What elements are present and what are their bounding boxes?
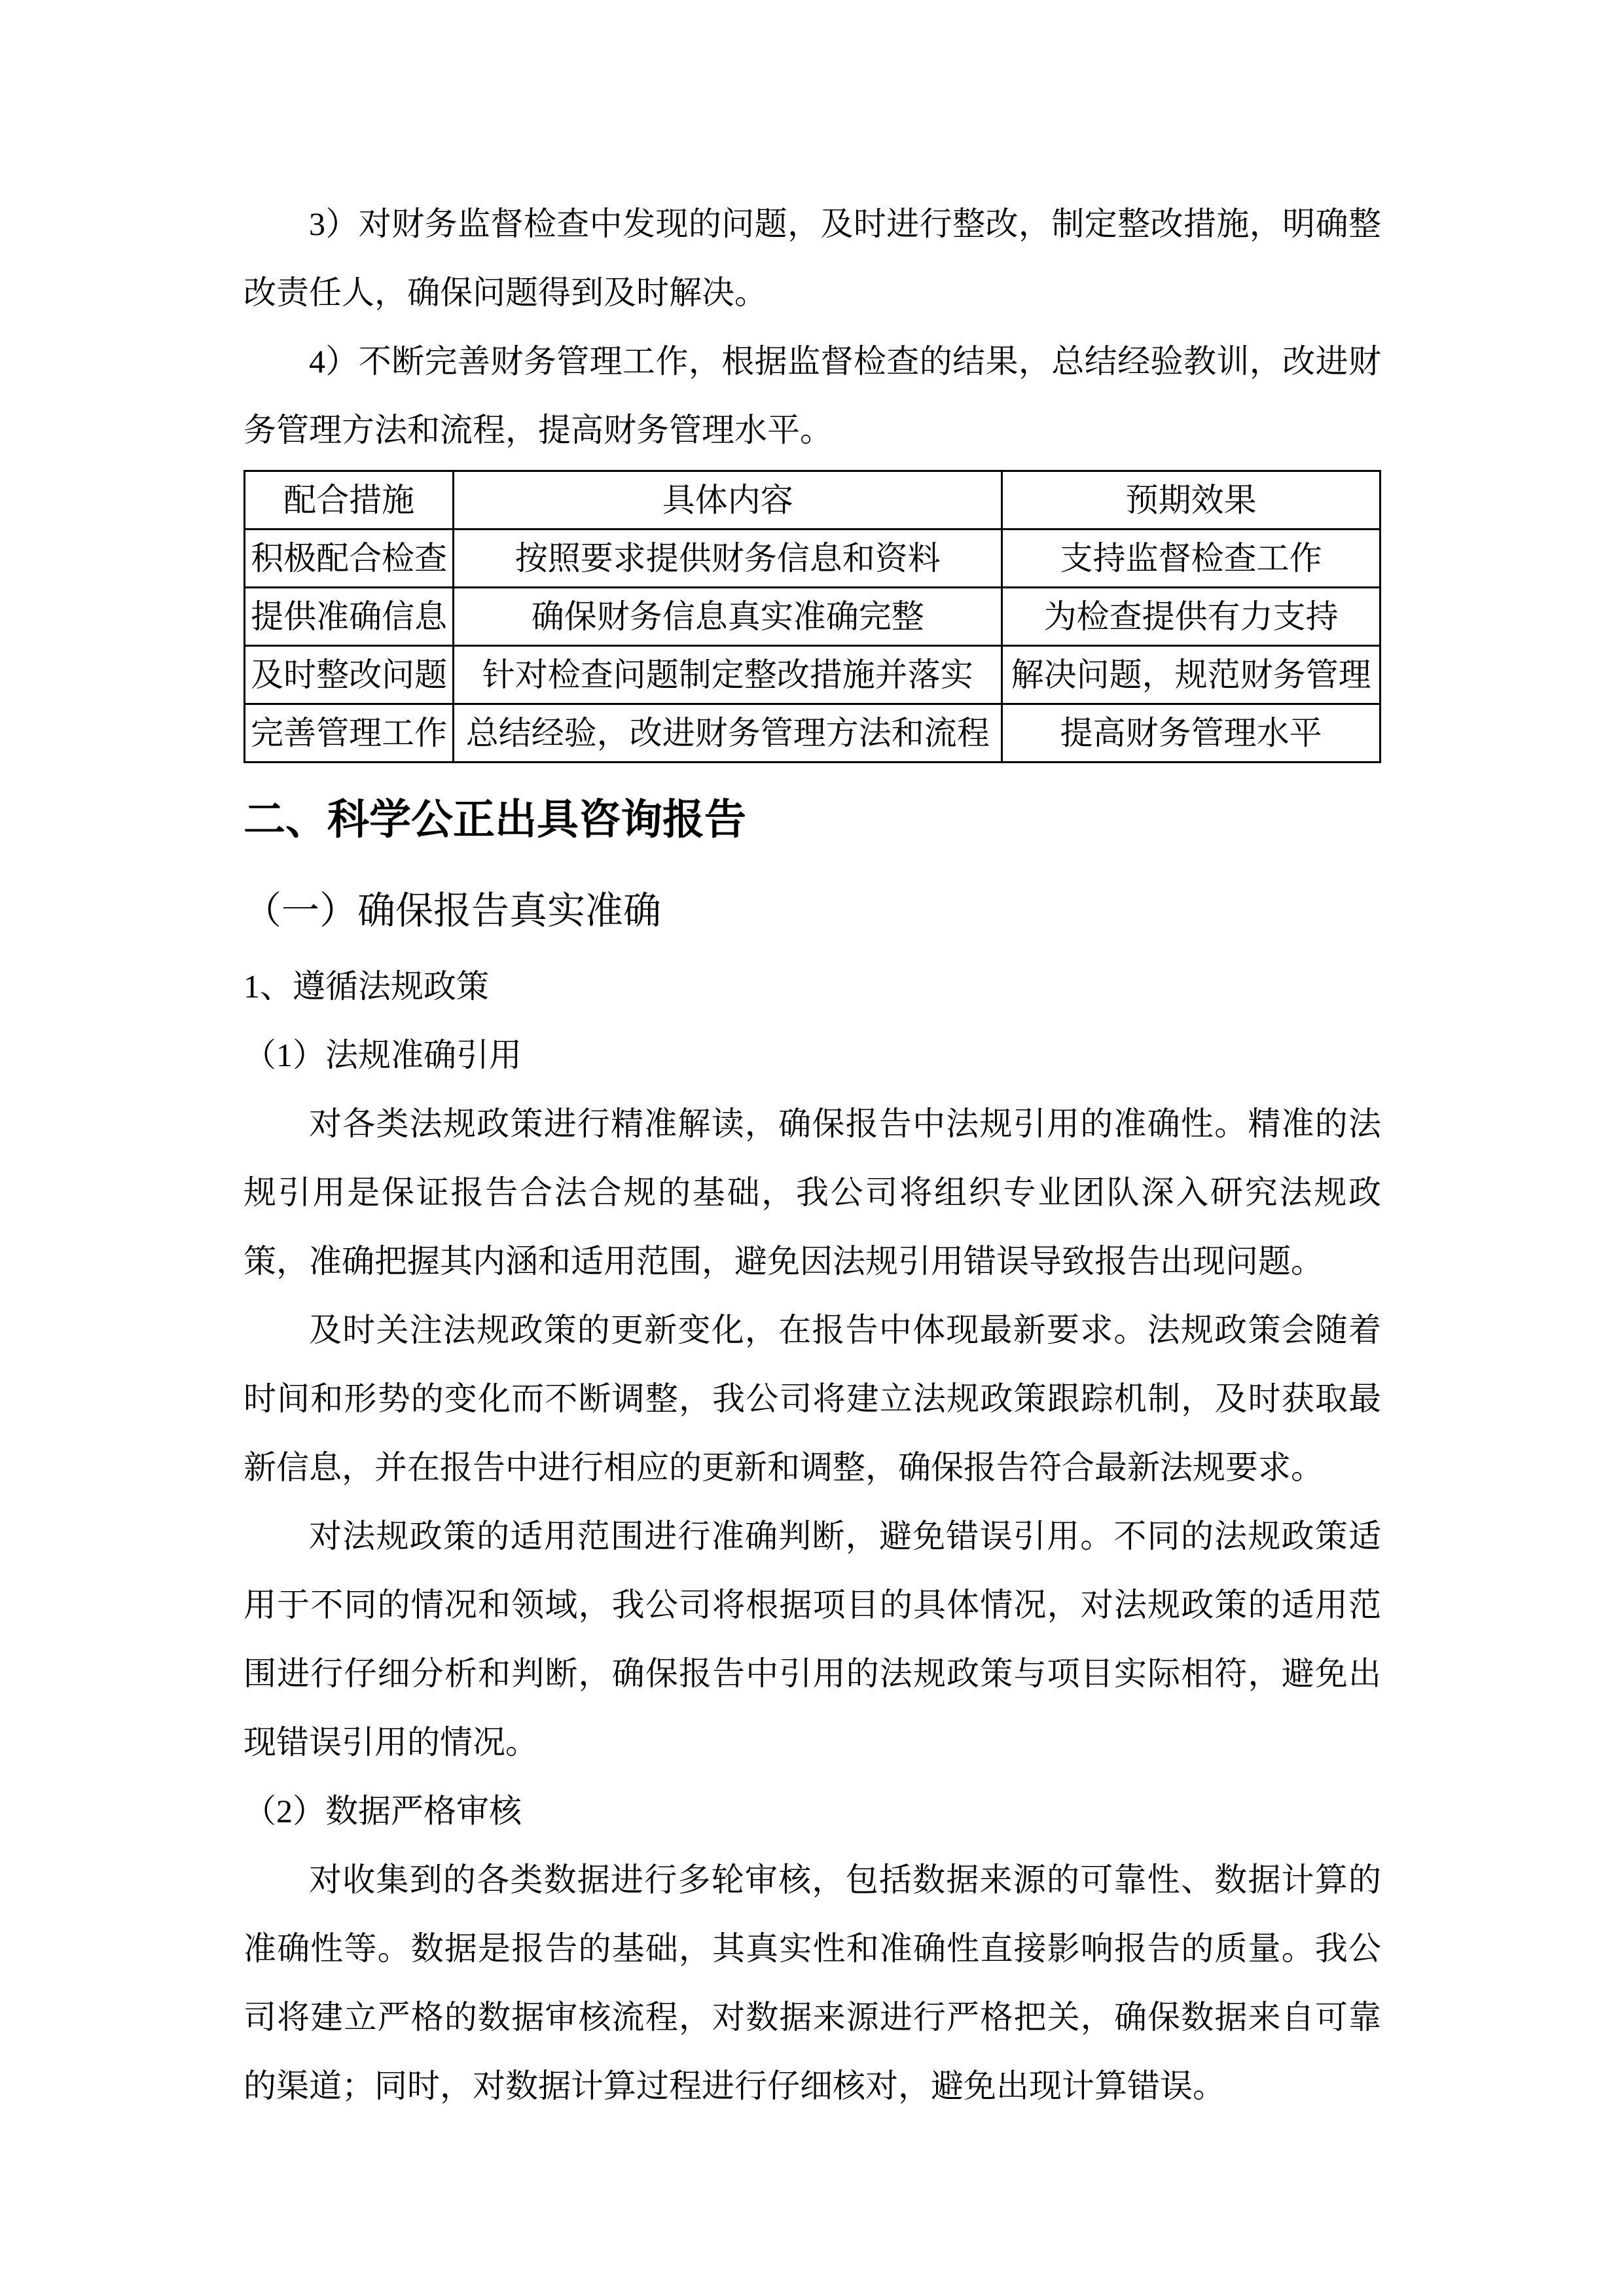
table-row xyxy=(245,704,1380,762)
table-cell: 完善管理工作 xyxy=(245,704,454,762)
table-cell: 支持监督检查工作 xyxy=(1002,529,1380,588)
item1-paragraph: 对各类法规政策进行精准解读，确保报告中法规引用的准确性。精准的法规引用是保证报告合法合规的基础，我公司将组织专业团队深入研究法规政策，准确把握其内涵和适用范围，避免因法规引用错误导致报告出现问题。 xyxy=(244,1105,1381,1280)
point-heading: 1、遵循法规政策 xyxy=(244,967,489,1005)
table-cell: 为检查提供有力支持 xyxy=(1002,588,1380,646)
table-cell: 提供准确信息 xyxy=(245,588,454,646)
table-cell: 总结经验，改进财务管理方法和流程 xyxy=(454,704,1002,762)
table-cell: 及时整改问题 xyxy=(245,646,454,704)
table-header-measure: 配合措施 xyxy=(245,471,454,529)
table-header-content: 具体内容 xyxy=(454,471,1002,529)
table-cell: 积极配合检查 xyxy=(245,529,454,588)
table-row xyxy=(245,646,1380,704)
item1-paragraph: 及时关注法规政策的更新变化，在报告中体现最新要求。法规政策会随着时间和形势的变化而不断调整，我公司将建立法规政策跟踪机制，及时获取最新信息，并在报告中进行相应的更新和调整，确保报告符合最新法规要求。 xyxy=(244,1311,1381,1486)
section-heading: 二、科学公正出具咨询报告 xyxy=(244,797,746,843)
table-header-effect: 预期效果 xyxy=(1002,471,1380,529)
item1-heading: （1）法规准确引用 xyxy=(244,1036,522,1073)
item2-heading: （2）数据严格审核 xyxy=(244,1792,522,1829)
cooperation-measures-table xyxy=(244,470,1381,763)
table-cell: 按照要求提供财务信息和资料 xyxy=(454,529,1002,588)
table-cell: 针对检查问题制定整改措施并落实 xyxy=(454,646,1002,704)
table-header-row xyxy=(245,471,1380,529)
table-cell: 确保财务信息真实准确完整 xyxy=(454,588,1002,646)
intro-paragraph-4: 4）不断完善财务管理工作，根据监督检查的结果，总结经验教训，改进财务管理方法和流程，提高财务管理水平。 xyxy=(244,343,1381,448)
item1-paragraph: 对法规政策的适用范围进行准确判断，避免错误引用。不同的法规政策适用于不同的情况和领域，我公司将根据项目的具体情况，对法规政策的适用范围进行仔细分析和判断，确保报告中引用的法规政策与项目实际相符，避免出现错误引用的情况。 xyxy=(244,1517,1381,1761)
table-row xyxy=(245,588,1380,646)
subsection-heading: （一）确保报告真实准确 xyxy=(244,889,662,933)
table-row xyxy=(245,529,1380,588)
item2-paragraph: 对收集到的各类数据进行多轮审核，包括数据来源的可靠性、数据计算的准确性等。数据是报告的基础，其真实性和准确性直接影响报告的质量。我公司将建立严格的数据审核流程，对数据来源进行严格把关，确保数据来自可靠的渠道；同时，对数据计算过程进行仔细核对，避免出现计算错误。 xyxy=(244,1861,1381,2104)
table-cell: 提高财务管理水平 xyxy=(1002,704,1380,762)
table-cell: 解决问题，规范财务管理 xyxy=(1002,646,1380,704)
intro-paragraph-3: 3）对财务监督检查中发现的问题，及时进行整改，制定整改措施，明确整改责任人，确保问题得到及时解决。 xyxy=(244,206,1381,311)
